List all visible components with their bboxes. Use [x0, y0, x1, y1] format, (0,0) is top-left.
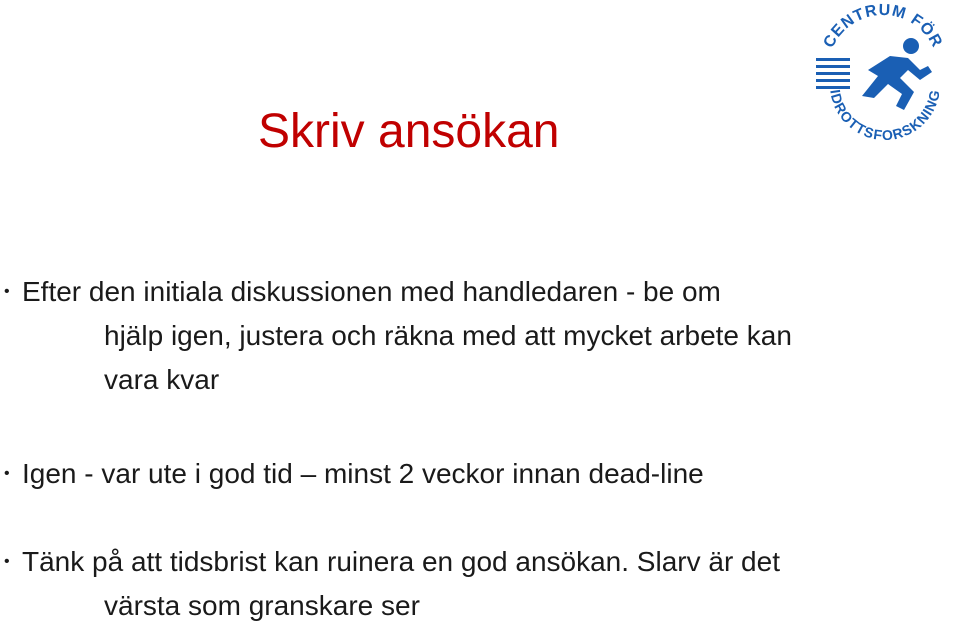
bullet-line: Igen - var ute i god tid – minst 2 veckor innan dead-line [22, 458, 704, 489]
slide-title: Skriv ansökan [258, 105, 560, 158]
logo-text-top: CENTRUM FÖR [820, 1, 946, 51]
bullet-marker: • [4, 283, 10, 300]
bullet-marker: • [4, 465, 10, 482]
logo-text-bottom: IDROTTSFORSKNING [827, 87, 943, 140]
bullet-line: hjälp igen, justera och räkna med att mycket arbete kan [104, 320, 792, 351]
bullet-line: Efter den initiala diskussionen med handledaren - be om [22, 276, 721, 307]
bullet-line: värsta som granskare ser [104, 590, 420, 621]
bullet-line: vara kvar [104, 364, 220, 395]
bullet-line: Tänk på att tidsbrist kan ruinera en god ansökan. Slarv är det [22, 546, 780, 577]
bullet-item [22, 270, 952, 402]
bullet-item [22, 540, 957, 627]
bullet-marker: • [4, 553, 10, 570]
bullet-item [22, 452, 952, 496]
